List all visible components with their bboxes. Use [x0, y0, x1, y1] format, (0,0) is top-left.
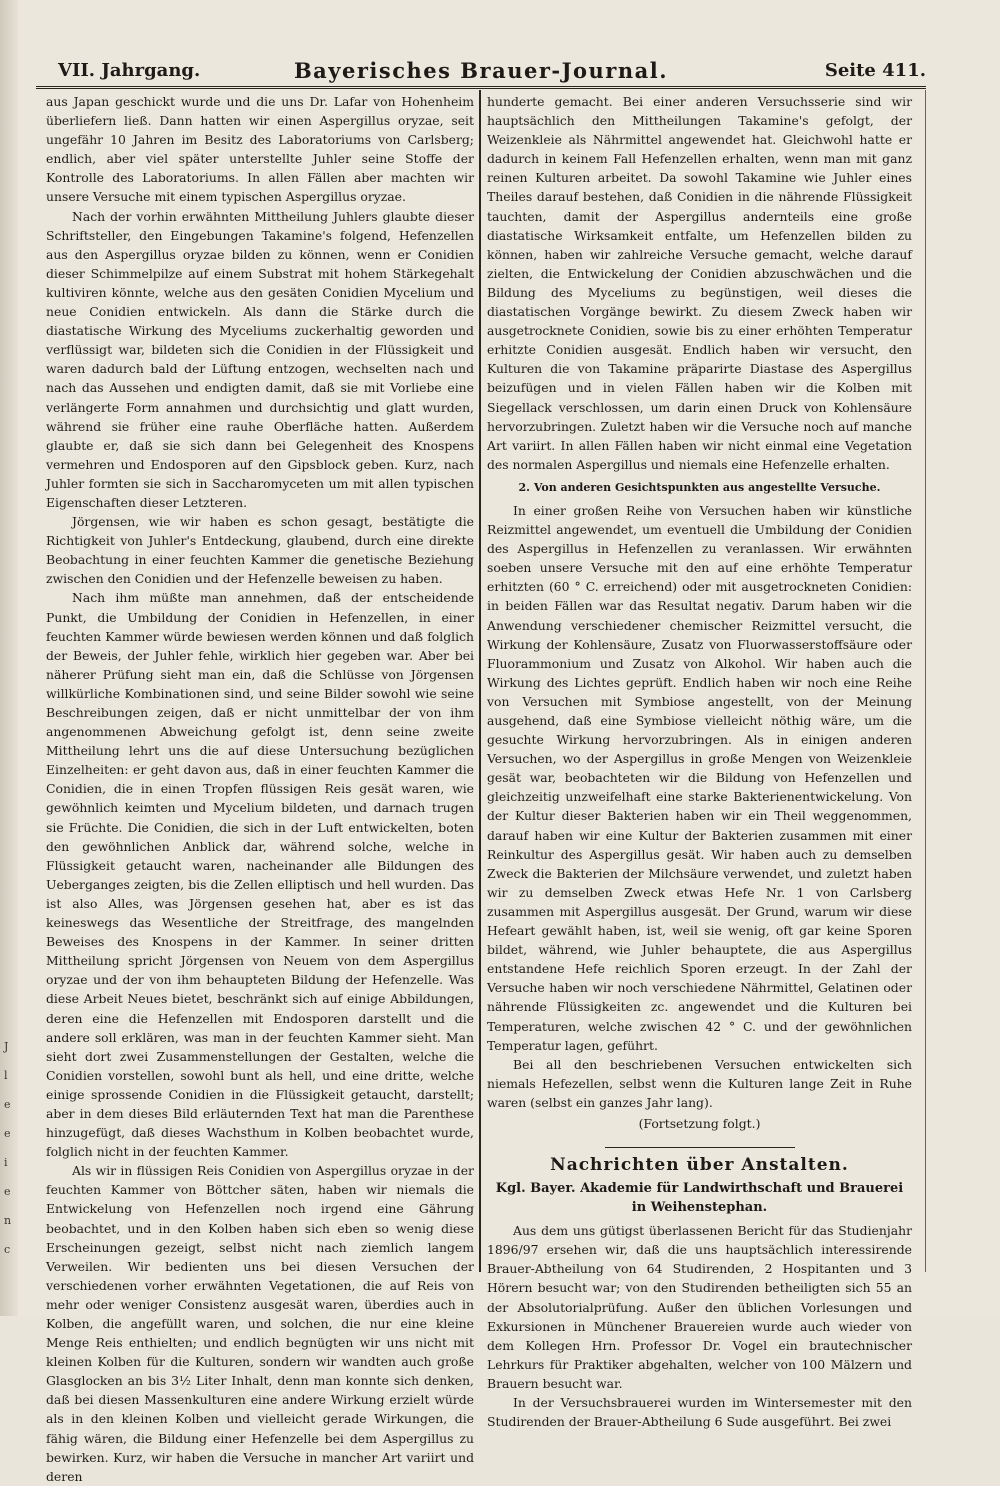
paragraph: Als wir in flüssigen Reis Conidien von Aspergillus oryzae in der feuchten Kammer von Böttcher säten, haben wir niemals die Entwickelung von Hefenzellen noch irgend eine Gährung beobachtet, und in den Kolben haben sich eben so wenig diese Erscheinungen gezeigt, selbst nicht nach ziemlich langem Verweilen. Wir bedienten uns bei diesen Versuchen der verschiedenen vorher erwähnten Vegetationen, die auf Reis von mehr oder weniger Consistenz ausgesät waren, überdies auch in Kolben, die angefüllt waren, und solchen, die nur eine kleine Menge Reis enthielten; und endlich begnügten wir uns nicht mit kleinen Kolben für die Kulturen, sondern wir wandten auch große Glasglocken an bis 3½ Liter Inhalt, denn man konnte sich denken, daß bei diesen Massenkulturen eine andere Wirkung erzielt würde als in den kleinen Kolben und vielleicht gerade Wirkungen, die fähig wären, die Bildung einer Hefenzelle bei dem Aspergillus zu bewirken. Kurz, wir haben die Versuche in mancher Art variirt und deren — [46, 1163, 474, 1484]
right-column — [487, 92, 912, 1430]
paragraph: In einer großen Reihe von Versuchen haben wir künstliche Reizmittel angewendet, um eventuell die Umbildung der Conidien des Aspergillus in Hefenzellen zu veranlassen. Wir erwähnten soeben unsere Versuche mit den auf eine erhöhte Temperatur erhitzten (60 ° C. erreichend) oder mit ausgetrockneten Conidien: in beiden Fällen war das Resultat negativ. Darum haben wir die Anwendung verschiedener chemischer Reizmittel versucht, die Wirkung der Kohlensäure, Zusatz von Fluorwasserstoffsäure oder Fluorammonium und Zusatz von Alkohol. Wir haben auch die Wirkung des Lichtes geprüft. Endlich haben wir noch eine Reihe von Versuchen mit Symbiose angestellt, von der Meinung ausgehend, daß eine Symbiose vielleicht nöthig wäre, um die gesuchte Wirkung hervorzubringen. Als in einigen anderen Versuchen, wo der Aspergillus in große Mengen von Weizenkleie gesät war, beobachteten wir die Bildung von Hefenzellen und gleichzeitig unzweifelhaft eine starke Bakterienentwickelung. Von der Kultur dieser Bakterien haben wir ein Theil weggenommen, darauf haben wir eine Kultur der Bakterien zusammen mit einer Reinkultur des Aspergillus gesät. Wir haben auch zu demselben Zweck die Bakterien der Milchsäure verwendet, und zuletzt haben wir zu demselben Zweck etwas Hefe Nr. 1 von Carlsberg zusammen mit Aspergillus ausgesät. Der Grund, warum wir diese Hefeart gewählt haben, ist, weil sie wenig, oft gar keine Sporen bildet, während, wie Juhler behauptete, die aus Aspergillus entstandene Hefe reichlich Sporen erzeugt. In der Zahl der Versuche haben wir noch verschiedene Nährmittel, Gelatinen oder nährende Flüssigkeiten zc. angewendet und die Kulturen bei Temperaturen, welche zwischen 42 ° C. und der gewöhnlichen Temperatur lagen, geführt. — [487, 502, 912, 1053]
section-heading: 2. Von anderen Gesichtspunkten aus angestellte Versuche. — [518, 480, 881, 494]
page-header — [36, 56, 926, 89]
news-section-title: Nachrichten über Anstalten. — [550, 1155, 849, 1176]
paragraph: Bei all den beschriebenen Versuchen entwickelten sich niemals Hefezellen, selbst wenn die Kulturen lange Zeit in Ruhe waren (selbst ein ganzes Jahr lang). — [487, 1056, 912, 1110]
margin-mark: e — [4, 1127, 11, 1140]
margin-marks — [4, 1040, 14, 1272]
page-number: Seite 411. — [824, 60, 926, 81]
margin-mark: J — [4, 1040, 9, 1053]
right-border-rule — [925, 90, 926, 1272]
continuation-note: (Fortsetzung folgt.) — [638, 1115, 761, 1131]
paragraph: Aus dem uns gütigst überlassenen Bericht für das Studienjahr 1896/97 ersehen wir, daß die uns hauptsächlich interessirende Brauer-Abtheilung von 64 Studirenden, 2 Hospitanten und 3 Hörern besucht war; von den Studirenden betheiligten sich 55 an der Absolutorialprüfung. Außer den üblichen Vorlesungen und Exkursionen in Münchener Brauereien wurde auch wieder von dem Kollegen Hrn. Professor Dr. Vogel ein brautechnischer Lehrkurs für Praktiker abgehalten, welcher von 100 Mälzern und Brauern besucht war. — [487, 1223, 912, 1391]
institution-heading: Kgl. Bayer. Akademie für Landwirthschaft und Brauerei in Weihenstephan. — [495, 1181, 904, 1216]
section-rule — [605, 1147, 795, 1148]
paragraph: Jörgensen, wie wir haben es schon gesagt, bestätigte die Richtigkeit von Juhler's Entdeckung, glaubend, durch eine direkte Beobachtung in einer feuchten Kammer die genetische Beziehung zwischen den Conidien und der Hefenzelle beweisen zu haben. — [46, 514, 474, 587]
journal-title: Bayerisches Brauer-Journal. — [293, 58, 669, 83]
volume-label: VII. Jahrgang. — [58, 60, 201, 81]
margin-mark: n — [4, 1214, 12, 1227]
paragraph: hunderte gemacht. Bei einer anderen Versuchsserie sind wir hauptsächlich den Mittheilungen Takamine's gefolgt, der Weizenkleie als Nährmittel angewendet hat. Gleichwohl hatte er dadurch in keinem Fall Hefenzellen erhalten, wenn man mit ganz reinen Kulturen arbeitet. Da sowohl Takamine wie Juhler eines Theiles darauf bestehen, daß Conidien in die nährende Flüssigkeit tauchten, damit der Aspergillus andernteils eine große diastatische Wirksamkeit entfalte, um Hefenzellen bilden zu können, haben wir zahlreiche Versuche gemacht, welche darauf zielten, die Entwickelung der Conidien abzuschwächen und die Bildung des Myceliums zu begünstigen, weil dieses die diastatischen Vorgänge bewirkt. Zu diesem Zweck haben wir ausgetrocknete Conidien, sowie bis zu einer erhöhten Temperatur erhitzte Conidien ausgesät. Endlich haben wir versucht, den Kulturen die von Takamine präparirte Diastase des Aspergillus beizufügen und in vielen Fällen haben wir die Kolben mit Siegellack verschlossen, um darin einen Druck von Kohlensäure hervorzubringen. Zuletzt haben wir die Versuche noch auf manche Art variirt. In allen Fällen haben wir nicht einmal eine Vegetation des normalen Aspergillus und niemals eine Hefenzelle erhalten. — [487, 94, 912, 472]
left-column — [46, 92, 474, 1484]
margin-mark: c — [4, 1243, 11, 1256]
margin-mark: e — [4, 1098, 11, 1111]
margin-mark: e — [4, 1185, 11, 1198]
margin-mark: l — [4, 1069, 8, 1082]
paragraph: Nach ihm müßte man annehmen, daß der entscheidende Punkt, die Umbildung der Conidien in Hefenzellen, in einer feuchten Kammer würde bewiesen werden können und daß folglich der Beweis, der Juhler fehle, wirklich hier gegeben war. Aber bei näherer Prüfung sieht man ein, daß die Schlüsse von Jörgensen willkürliche Kombinationen sind, und seine Bilder sowohl wie seine Beschreibungen zeigen, daß er nicht unmittelbar der von ihm angenommenen Abweichung gefolgt ist, denn seine zweite Mittheilung lehrt uns die auf diese Untersuchung bezüglichen Einzelheiten: er geht davon aus, daß in einer feuchten Kammer die Conidien, die in einen Tropfen flüssigen Reis gesät waren, wie gewöhnlich keimten und Mycelium bildeten, und darnach trugen sie Früchte. Die Conidien, die sich in der Luft entwickelten, boten den gewöhnlichen Anblick dar, während solche, welche in Flüssigkeit getaucht waren, nacheinander alle Bildungen des Ueberganges zeigten, bis die Zellen elliptisch und hell wurden. Das ist also Alles, was Jörgensen gesehen hat, aber es ist das keineswegs das Wesentliche der Streitfrage, des mangelnden Beweises des Knospens in der Kammer. In seiner dritten Mittheilung spricht Jörgensen von Neuem von dem Aspergillus oryzae und der von ihm behaupteten Bildung der Hefenzelle. Was diese Arbeit Neues bietet, beschränkt sich auf einige Abbildungen, deren eine die Hefenzellen mit Endosporen darstellt und die andere soll erklären, was man in der feuchten Kammer sieht. Man sieht dort zwei Zusammenstellungen der Gestalten, welche die Conidien vorstellen, sowohl bunt als hell, und eine dritte, welche einige sprossende Conidien in die Flüssigkeit getaucht, darstellt; aber in dem dieses Bild erläuternden Text hat man die Parenthese hinzugefügt, daß dieses Wachsthum in Kolben beobachtet wurde, folglich nicht in der feuchten Kammer. — [46, 590, 474, 1160]
paragraph: In der Versuchsbrauerei wurden im Wintersemester mit den Studirenden der Brauer-Abtheilung 6 Sude ausgeführt. Bei zwei — [487, 1395, 912, 1430]
paragraph: aus Japan geschickt wurde und die uns Dr. Lafar von Hohenheim überliefern ließ. Dann hatten wir einen Aspergillus oryzae, seit ungefähr 10 Jahren im Besitz des Laboratoriums von Carlsberg; endlich, aber viel später unterstellte Juhler seine Stoffe der Kontrolle des Laboratoriums. In allen Fällen aber machten wir unsere Versuche mit einem typischen Aspergillus oryzae. — [46, 94, 474, 205]
paragraph: Nach der vorhin erwähnten Mittheilung Juhlers glaubte dieser Schriftsteller, den Eingebungen Takamine's folgend, Hefenzellen aus den Aspergillus oryzae bilden zu können, wenn er Conidien dieser Schimmelpilze auf einem Substrat mit hohem Stärkegehalt kultiviren könnte, welche aus den gesäten Conidien Mycelium und neue Conidien entwickeln. Als dann die Stärke durch die diastatische Wirkung des Myceliums zuckerhaltig geworden und verflüssigt war, bildeten sich die Conidien in der Flüssigkeit und waren dadurch bald der Lüftung entzogen, wechselten nach und nach das Aussehen und endigten damit, daß sie mit Vorliebe eine verlängerte Form annahmen und durchsichtig und glatt wurden, während sie früher eine rauhe Oberfläche hatten. Außerdem glaubte er, daß sie sich dann bei Gelegenheit des Knospens vermehren und Endosporen auf den Gipsblock geben. Kurz, nach Juhler formten sie sich in Saccharomyceten um mit allen typischen Eigenschaften dieser Letzteren. — [46, 208, 474, 510]
margin-mark: i — [4, 1156, 8, 1169]
column-divider — [479, 90, 481, 1272]
